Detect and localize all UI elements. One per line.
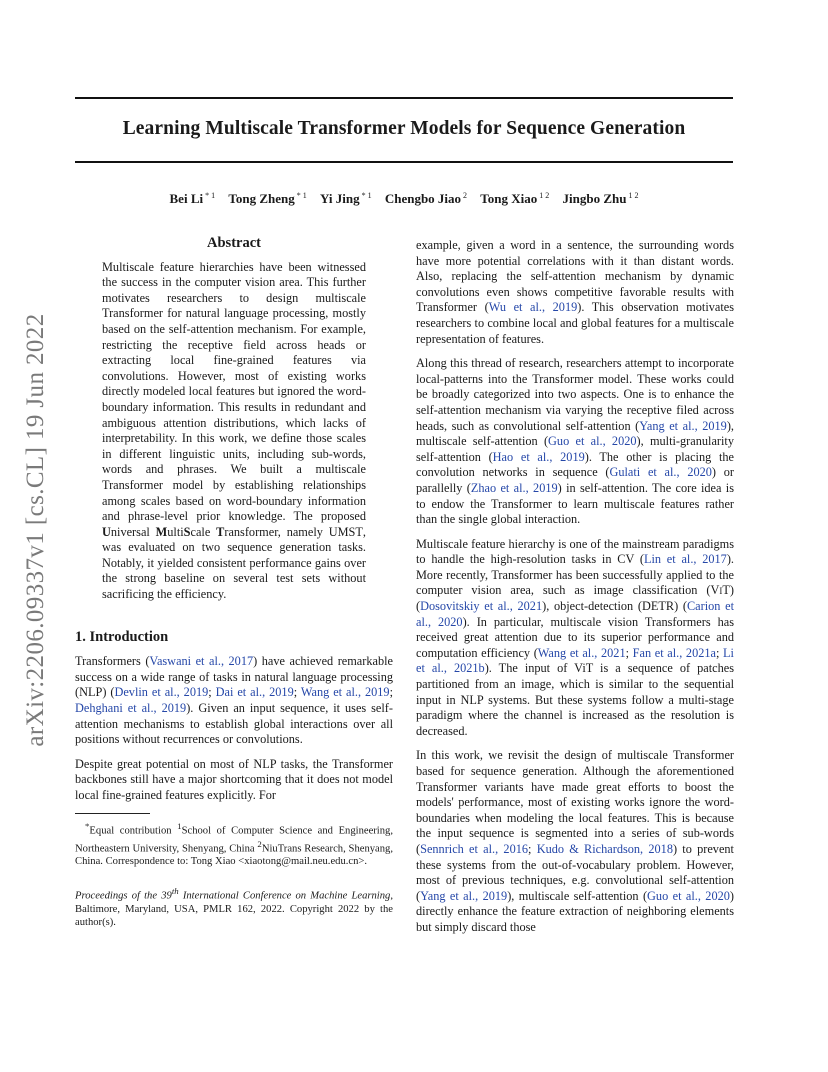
- citation-link[interactable]: Carion et al., 2020: [416, 599, 734, 629]
- citation-link[interactable]: Wang et al., 2019: [300, 685, 390, 700]
- citation-link[interactable]: Li et al., 2021b: [416, 645, 734, 676]
- citation-link[interactable]: Guo et al., 2020: [647, 888, 730, 903]
- citation-link[interactable]: Gulati et al., 2020: [609, 465, 712, 480]
- citation-link[interactable]: Fan et al., 2021a: [632, 645, 716, 660]
- citation-link[interactable]: Sennrich et al., 2016: [420, 841, 529, 856]
- citation-link[interactable]: Zhao et al., 2019: [470, 480, 558, 495]
- left-column: [75, 236, 393, 930]
- citation-link[interactable]: Dosovitskiy et al., 2021: [420, 599, 543, 614]
- body-paragraph: example, given a word in a sentence, the surrounding words have more potential correlations with it than distant words. Also, replacing the self-attention mechanism by dynamic convolutions even shows competitive favorable results with Transformer (Wu et al., 2019). This observation motivates researchers to combine local and global features for a multiscale representation of features.: [416, 238, 735, 346]
- title-bottom-rule: [75, 161, 733, 163]
- citation-link[interactable]: Wang et al., 2021: [537, 645, 626, 660]
- author: Tong Zheng $^{* 1}$: [228, 191, 307, 207]
- proceedings-note: Proceedings of the 39th International Conference on Machine Learning, Baltimore, Maryland, USA, PMLR 162, 2022. Copyright 2022 by the author(s).: [75, 885, 393, 929]
- citation-link[interactable]: Dai et al., 2019: [215, 685, 294, 700]
- intro-paragraph-2: Despite great potential on most of NLP tasks, the Transformer backbones still have a major shortcoming that it does not model local fine-grained features explicitly. For: [75, 756, 393, 802]
- citation-link[interactable]: Kudo & Richardson, 2018: [536, 841, 673, 856]
- right-column: [416, 238, 734, 945]
- body-paragraph: Along this thread of research, researchers attempt to incorporate local-patterns into the Transformer model. These works could be broadly categorized into two aspects. One is to enhance the self-attention mechanism via varying the receptive filed across heads, such as convolutional self-attention (Yang et al., 2019), multiscale self-attention (Guo et al., 2020), multi-granularity self-attention (Hao et al., 2019). The other is placing the convolution networks in sequence (Gulati et al., 2020) or parallelly (Zhao et al., 2019) in self-attention. The core idea is to endow the Transformer to learn multiscale features rather than the single global interaction.: [416, 356, 735, 527]
- top-rule: [75, 97, 733, 99]
- citation-link[interactable]: Lin et al., 2017: [643, 552, 727, 567]
- abstract-body: Multiscale feature hierarchies have been witnessed the success in the computer vision area. This further motivates researchers to design multiscale Transformer for natural language processing, mostly based on the self-attention mechanism. For example, restricting the receptive field across heads or extracting local fine-grained features via convolutions. However, most of existing works directly modeled local features but ignored the word-boundary information. This results in redundant and ambiguous attention distributions, which lacks of interpretability. In this work, we define those scales in different linguistic units, including sub-words, words and phrases. We built a multiscale Transformer model by establishing relationships among scales based on word-boundary information and phrase-level prior knowledge. The proposed Universal MultiScale Transformer, namely UMST, was evaluated on two sequence generation tasks. Notably, it yielded consistent performance gains over the strong baseline on several test sets without sacrificing the efficiency.: [102, 259, 366, 602]
- citation-link[interactable]: Yang et al., 2019: [639, 418, 727, 433]
- intro-paragraph-1: Transformers (Vaswani et al., 2017) have achieved remarkable success on a wide range of tasks in natural language processing (NLP) (Devlin et al., 2019; Dai et al., 2019; Wang et al., 2019; Dehghani et al., 2019). Given an input sequence, it uses self-attention mechanisms to establish global interactions over all positions without recurrences or convolutions.: [75, 654, 394, 747]
- citation-link[interactable]: Wu et al., 2019: [488, 300, 578, 315]
- arxiv-stamp: arXiv:2206.09337v1 [cs.CL] 19 Jun 2022: [22, 313, 49, 747]
- author: Bei Li $^{* 1}$: [169, 191, 216, 207]
- body-paragraph: Multiscale feature hierarchy is one of the mainstream paradigms to handle the high-resolution tasks in CV (Lin et al., 2017). More recently, Transformer has been successfully applied to the computer vision area, such as image classification (ViT) (Dosovitskiy et al., 2021), object-detection (DETR) (Carion et al., 2020). In particular, multiscale vision Transformers has received great attention due to its superior performance and computation efficiency (Wang et al., 2021; Fan et al., 2021a; Li et al., 2021b). The input of ViT is a sequence of patches partitioned from an image, which is similar to the sequential input in NLP systems. But these systems follow a multi-stage paradigm where the channel is increased as the resolution is decreased.: [416, 536, 734, 738]
- abstract-heading: Abstract: [207, 235, 261, 251]
- citation-link[interactable]: Yang et al., 2019: [420, 888, 508, 903]
- citation-link[interactable]: Dehghani et al., 2019: [75, 701, 187, 716]
- footnote: *Equal contribution $^1$School of Computer Science and Engineering, Northeastern University, Shenyang, China $^2$NiuTrans Research, Shenyang, China. Correspondence to: Tong Xiao <xiaotong@mail.neu.edu.cn>.: [75, 820, 393, 868]
- author-list: [75, 191, 733, 207]
- author: Tong Xiao $^{1 2}$: [480, 191, 550, 207]
- citation-link[interactable]: Devlin et al., 2019: [114, 685, 209, 700]
- citation-link[interactable]: Vaswani et al., 2017: [149, 654, 254, 669]
- footnote-rule: [75, 813, 150, 814]
- section-heading-introduction: 1. Introduction: [75, 628, 169, 645]
- body-paragraph: In this work, we revisit the design of multiscale Transformer based for sequence generation. Although the aforementioned Transformer variants have made great efforts to boost the models' performance, most of existing works ignore the word-boundaries when modeling the local features. This is because the input sequence is segmented into a series of sub-words (Sennrich et al., 2016; Kudo & Richardson, 2018) to prevent these systems from the out-of-vocabulary problem. However, most of previous techniques, e.g. convolutional self-attention (Yang et al., 2019), multiscale self-attention (Guo et al., 2020) directly enhance the feature extraction of neighboring elements but simply discard those: [416, 748, 734, 934]
- author: Yi Jing $^{* 1}$: [319, 191, 372, 207]
- citation-link[interactable]: Hao et al., 2019: [492, 449, 585, 464]
- citation-link[interactable]: Guo et al., 2020: [548, 434, 637, 449]
- author: Jingbo Zhu $^{1 2}$: [562, 191, 639, 207]
- paper-title: Learning Multiscale Transformer Models for Sequence Generation: [122, 118, 686, 139]
- author: Chengbo Jiao $^2$: [384, 191, 468, 207]
